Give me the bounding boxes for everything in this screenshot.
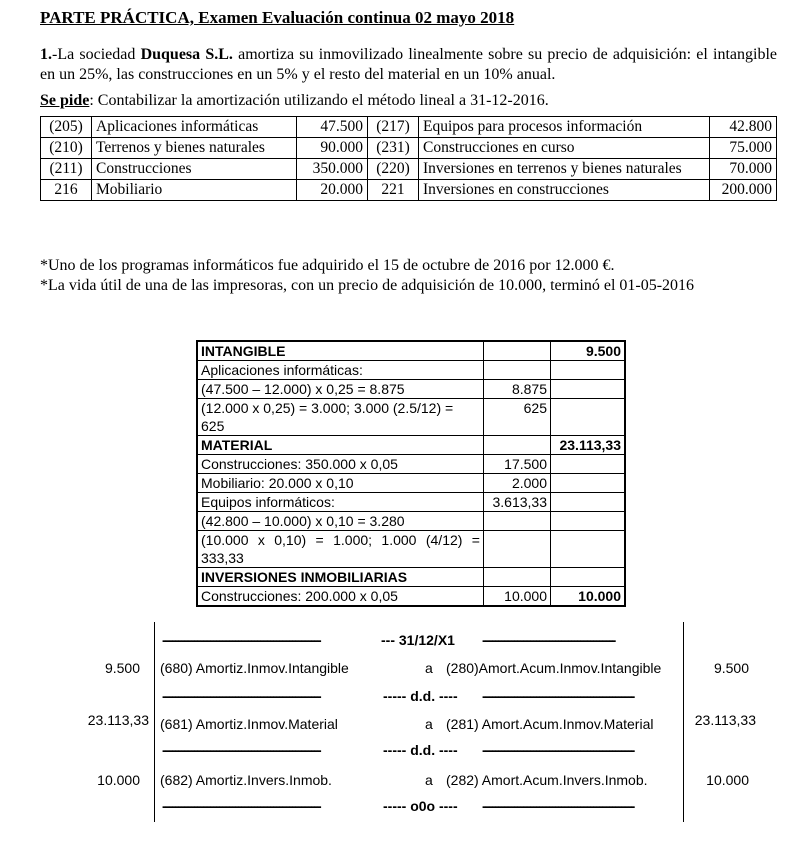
account-code: (231) (368, 138, 419, 159)
credit-amount: 9.500 (713, 660, 749, 676)
calc-total (551, 474, 626, 493)
debit-amount: 9.500 (104, 660, 140, 676)
table-row (197, 455, 625, 474)
table-row (197, 568, 625, 587)
calc-label: (42.800 – 10.000) x 0,10 = 3.280 (197, 512, 484, 531)
debit-amount: 23.113,33 (87, 712, 149, 728)
table-row (197, 512, 625, 531)
table-row (41, 117, 777, 138)
journal-entries (0, 622, 789, 822)
table-row (197, 531, 625, 568)
exercise-number: 1. (40, 46, 52, 63)
journal-sep-label: ----- o0o ---- (383, 798, 458, 814)
entry-a: a (425, 772, 433, 788)
calc-label: (47.500 – 12.000) x 0,25 = 8.875 (197, 380, 484, 399)
journal-right-border (683, 622, 684, 822)
calc-partial (484, 361, 551, 380)
journal-date: --- 31/12/X1 (381, 632, 455, 648)
table-row (197, 587, 625, 607)
calc-total (551, 380, 626, 399)
debit-account: (681) Amortiz.Inmov.Material (160, 716, 338, 732)
account-value: 350.000 (297, 159, 368, 180)
account-name: Inversiones en construcciones (419, 180, 710, 201)
exam-title: PARTE PRÁCTICA, Examen Evaluación continua 02 mayo 2018 (40, 8, 515, 27)
table-row (197, 361, 625, 380)
table-row (197, 341, 625, 361)
table-row (197, 399, 625, 436)
calc-partial: 3.613,33 (484, 493, 551, 512)
credit-amount: 23.113,33 (694, 712, 756, 728)
calc-partial: 625 (484, 399, 551, 436)
account-code: (210) (41, 138, 92, 159)
account-name: Construcciones en curso (419, 138, 710, 159)
credit-account: (280)Amort.Acum.Inmov.Intangible (446, 660, 662, 676)
calc-total (551, 568, 626, 587)
calc-label: (12.000 x 0,25) = 3.000; 3.000 (2.5/12) = 625 (197, 399, 484, 436)
depreciation-calc-table (196, 340, 626, 607)
table-row (41, 180, 777, 201)
credit-amount: 10.000 (706, 772, 749, 788)
company-name: Duquesa S.L. (140, 46, 233, 63)
account-code: (220) (368, 159, 419, 180)
account-name: Terrenos y bienes naturales (92, 138, 297, 159)
calc-label: Construcciones: 350.000 x 0,05 (197, 455, 484, 474)
calc-label: Mobiliario: 20.000 x 0,10 (197, 474, 484, 493)
note-line: *Uno de los programas informáticos fue adquirido el 15 de octubre de 2016 por 12.000 €. (40, 257, 615, 274)
separator-dashes: -------------------------------------------------- (162, 632, 321, 648)
note-line: *La vida útil de una de las impresoras, con un precio de adquisición de 10.000, terminó el 01-05-2016 (40, 277, 695, 294)
table-row (41, 138, 777, 159)
calc-partial: 10.000 (484, 587, 551, 607)
task-text: : Contabilizar la amortización utilizando el método lineal a 31-12-2016. (89, 92, 549, 109)
calc-total: 23.113,33 (551, 436, 626, 455)
account-value: 75.000 (710, 138, 777, 159)
account-code: 216 (41, 180, 92, 201)
debit-amount: 10.000 (97, 772, 140, 788)
calc-label: INTANGIBLE (197, 341, 484, 361)
account-value: 90.000 (297, 138, 368, 159)
sep-text: d.d. (410, 688, 436, 704)
journal-sep-label: ----- d.d. ---- (383, 742, 458, 758)
account-name: Construcciones (92, 159, 297, 180)
calc-partial (484, 531, 551, 568)
calc-total (551, 399, 626, 436)
separator-dashes: -------------------------------------------------- (162, 742, 321, 758)
statement-intro: -La sociedad (52, 46, 141, 63)
entry-a: a (425, 660, 433, 676)
account-code: (205) (41, 117, 92, 138)
separator-dashes: ------------------------------------------------ (482, 742, 634, 758)
calc-partial: 8.875 (484, 380, 551, 399)
calc-partial (484, 512, 551, 531)
task-request (40, 92, 549, 110)
calc-label: MATERIAL (197, 436, 484, 455)
table-row (197, 474, 625, 493)
calc-partial: 2.000 (484, 474, 551, 493)
calc-label: (10.000 x 0,10) = 1.000; 1.000 (4/12) = 333,33 (197, 531, 484, 568)
journal-sep-label: ----- d.d. ---- (383, 688, 458, 704)
separator-dashes: ------------------------------------------------ (482, 798, 634, 814)
calc-total (551, 361, 626, 380)
separator-dashes: -------------------------------------------------- (162, 688, 321, 704)
calc-total: 9.500 (551, 341, 626, 361)
calc-partial (484, 341, 551, 361)
calc-label: Equipos informáticos: (197, 493, 484, 512)
account-name: Mobiliario (92, 180, 297, 201)
account-code: (217) (368, 117, 419, 138)
table-row (41, 159, 777, 180)
table-row (197, 493, 625, 512)
account-value: 70.000 (710, 159, 777, 180)
task-label: Se pide (40, 92, 90, 109)
debit-account: (680) Amortiz.Inmov.Intangible (160, 660, 349, 676)
notes (40, 256, 694, 296)
calc-total (551, 493, 626, 512)
journal-left-border (154, 622, 155, 822)
table-row (197, 436, 625, 455)
accounts-table (40, 116, 777, 201)
account-value: 200.000 (710, 180, 777, 201)
account-name: Inversiones en terrenos y bienes naturales (419, 159, 710, 180)
sep-text: d.d. (410, 742, 436, 758)
account-value: 42.800 (710, 117, 777, 138)
table-row (197, 380, 625, 399)
calc-partial: 17.500 (484, 455, 551, 474)
separator-dashes: ------------------------------------------ (482, 632, 615, 648)
separator-dashes: -------------------------------------------------- (162, 798, 321, 814)
credit-account: (281) Amort.Acum.Inmov.Material (446, 716, 654, 732)
calc-label: INVERSIONES INMOBILIARIAS (197, 568, 484, 587)
account-value: 20.000 (297, 180, 368, 201)
credit-account: (282) Amort.Acum.Invers.Inmob. (446, 772, 648, 788)
account-value: 47.500 (297, 117, 368, 138)
calc-total (551, 455, 626, 474)
calc-total (551, 531, 626, 568)
exercise-statement (40, 45, 777, 85)
debit-account: (682) Amortiz.Invers.Inmob. (160, 772, 332, 788)
calc-partial (484, 568, 551, 587)
calc-partial (484, 436, 551, 455)
account-code: (211) (41, 159, 92, 180)
statement-text: amortiza su inmovilizado linealmente sobre su precio de adquisición: el intangible en un 25%, las construcciones en un 5% y el resto del material en un 10% anual. (40, 46, 777, 83)
separator-dashes: ------------------------------------------------ (482, 688, 634, 704)
account-name: Aplicaciones informáticas (92, 117, 297, 138)
calc-total: 10.000 (551, 587, 626, 607)
journal-date-text: 31/12/X1 (398, 632, 455, 648)
entry-a: a (425, 716, 433, 732)
calc-label: Construcciones: 200.000 x 0,05 (197, 587, 484, 607)
account-code: 221 (368, 180, 419, 201)
sep-text: o0o (410, 798, 436, 814)
calc-total (551, 512, 626, 531)
calc-label: Aplicaciones informáticas: (197, 361, 484, 380)
account-name: Equipos para procesos información (419, 117, 710, 138)
